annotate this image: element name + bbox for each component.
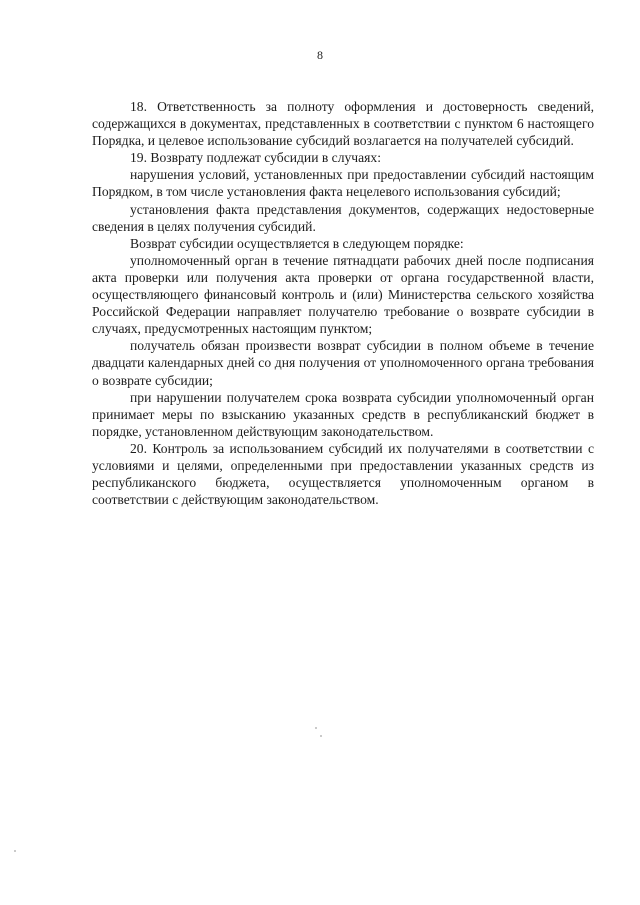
paragraph-violation-of-conditions: нарушения условий, установленных при предоставлении субсидий настоящим Порядком, в том числе установления факта нецелевого использования субсидий;: [92, 167, 594, 200]
paragraph-recovery-measures: при нарушении получателем срока возврата субсидии уполномоченный орган принимает меры по взысканию указанных средств в республиканский бюджет в порядке, установленном действующим законодательством.: [92, 389, 594, 439]
document-body: [92, 98, 594, 508]
paragraph-false-information: установления факта представления документов, содержащих недостоверные сведения в целях получения субсидий.: [92, 201, 594, 234]
scan-speck: [315, 727, 317, 729]
paragraph-18-responsibility: 18. Ответственность за полноту оформления и достоверность сведений, содержащихся в документах, представленных в соответствии с пунктом 6 настоящего Порядка, и целевое использование субсидий возлагается на получателей субсидий.: [92, 99, 594, 149]
paragraph-20-control: 20. Контроль за использованием субсидий их получателями в соответствии с условиями и целями, определенными при предоставлении указанных средств из республиканского бюджета, осуществляется уполномоченным органом в соответствии с действующим законодательством.: [92, 440, 594, 508]
paragraph-19-refund-cases: 19. Возврату подлежат субсидии в случаях:: [130, 150, 381, 166]
paragraph-authority-demand: уполномоченный орган в течение пятнадцати рабочих дней после подписания акта проверки или получения акта проверки от органа государственной власти, осуществляющего финансовый контроль и (или) Министерства сельского хозяйства Российской Федерации направляет получателю требование о возврате субсидии в случаях, предусмотренных настоящим пунктом;: [92, 252, 594, 337]
scan-speck: [14, 850, 16, 852]
page-number: 8: [317, 48, 323, 62]
paragraph-refund-procedure: Возврат субсидии осуществляется в следующем порядке:: [130, 235, 464, 251]
paragraph-recipient-obligation: получатель обязан произвести возврат субсидии в полном объеме в течение двадцати календарных дней со дня получения от уполномоченного органа требования о возврате субсидии;: [92, 338, 594, 388]
scan-speck: [320, 735, 322, 737]
